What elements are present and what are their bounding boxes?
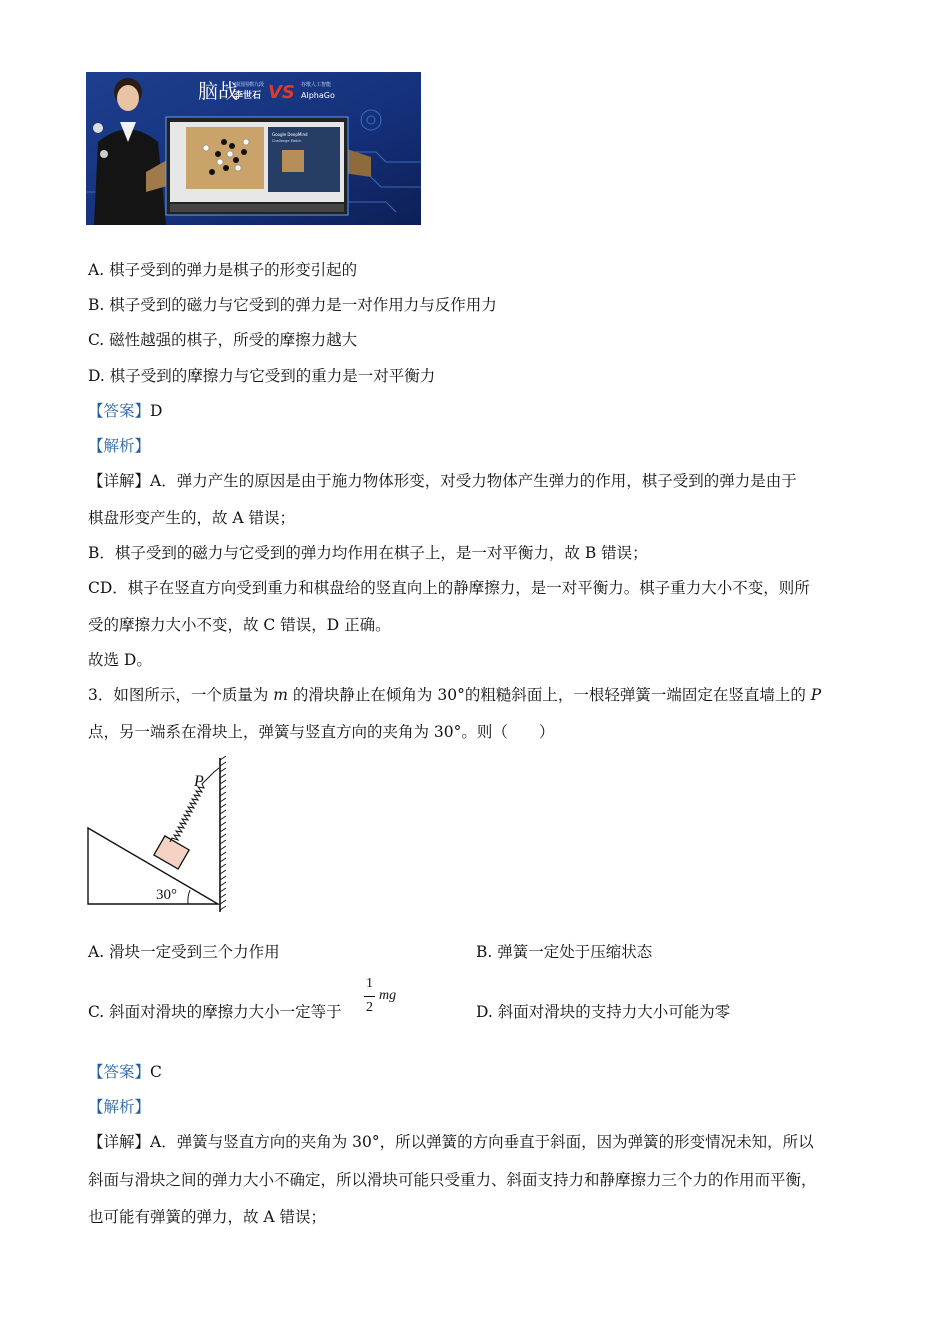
- point-p-label: P: [194, 773, 204, 790]
- point-symbol: P: [810, 686, 822, 704]
- detail-tag: 【详解】: [88, 1133, 151, 1151]
- wall-hatching: [220, 756, 226, 910]
- q3-option-b: [476, 942, 652, 962]
- q2-option-a: [88, 260, 357, 280]
- q3-option-d: [476, 1002, 730, 1022]
- q3-detail-line-3: [88, 1207, 326, 1227]
- detail-text: 棋盘形变产生的，故 A 错误；: [88, 509, 296, 527]
- fraction-numerator: 1: [366, 976, 373, 991]
- fraction-bar: [364, 996, 375, 997]
- option-text: 滑块一定受到三个力作用: [109, 943, 280, 961]
- q2-detail-line-2: [88, 508, 295, 528]
- option-letter: D.: [88, 367, 105, 385]
- option-text: 弹簧一定处于压缩状态: [497, 943, 653, 961]
- option-letter: A.: [88, 943, 105, 961]
- answer-value: D: [150, 402, 163, 420]
- alphago-match-image: [86, 72, 421, 225]
- svg-text:Challenge Match: Challenge Match: [272, 139, 302, 143]
- q2-detail-line-4: [88, 578, 810, 598]
- svg-text:Google DeepMind: Google DeepMind: [272, 132, 308, 137]
- svg-text:脑战: 脑战: [198, 79, 238, 103]
- fraction-denominator: 2: [366, 1000, 373, 1015]
- q2-option-d: [88, 366, 435, 386]
- q3-detail-line-2: [88, 1170, 817, 1190]
- answer-tag: 【答案】: [88, 1063, 151, 1081]
- option-letter: A.: [88, 261, 105, 279]
- q3-stem-line-1: [88, 685, 821, 705]
- option-text: 棋子受到的摩擦力与它受到的重力是一对平衡力: [109, 367, 436, 385]
- option-text: 棋子受到的弹力是棋子的形变引起的: [109, 261, 358, 279]
- mass-symbol: m: [273, 686, 288, 704]
- svg-text:VS: VS: [268, 82, 295, 103]
- stem-text: 3．如图所示，一个质量为: [88, 686, 274, 704]
- q2-answer: [88, 401, 162, 421]
- option-text: 棋子受到的磁力与它受到的弹力是一对作用力与反作用力: [109, 296, 497, 314]
- q2-analysis: [88, 436, 150, 456]
- q2-detail-line-3: [88, 543, 648, 563]
- svg-text:李世石: 李世石: [234, 91, 262, 101]
- q3-option-c: [88, 1002, 342, 1022]
- q3-stem-line-2: [88, 722, 554, 742]
- svg-text:韩国围棋九段: 韩国围棋九段: [234, 82, 265, 88]
- fraction-tail: mg: [379, 988, 397, 1003]
- option-letter: B.: [476, 943, 493, 961]
- detail-text: B．棋子受到的磁力与它受到的弹力均作用在棋子上，是一对平衡力，故 B 错误；: [88, 544, 648, 562]
- q2-detail-line-1: [88, 471, 797, 491]
- q2-option-c: [88, 330, 357, 350]
- incline-triangle: [88, 828, 218, 904]
- q2-detail-line-6: [88, 650, 152, 670]
- analysis-tag: 【解析】: [88, 437, 151, 455]
- stem-text: 点，另一端系在滑块上，弹簧与竖直方向的夹角为 30°。则（ ）: [88, 723, 555, 741]
- answer-value: C: [150, 1063, 162, 1081]
- detail-text: 也可能有弹簧的弹力，故 A 错误；: [88, 1208, 327, 1226]
- angle-arc: [188, 890, 190, 904]
- answer-tag: 【答案】: [88, 402, 151, 420]
- q2-detail-line-5: [88, 615, 391, 635]
- slider-block: [154, 836, 189, 869]
- detail-tag: 【详解】: [88, 472, 151, 490]
- option-letter: B.: [88, 296, 105, 314]
- detail-text: A．弹簧与竖直方向的夹角为 30°，所以弹簧的方向垂直于斜面，因为弹簧的形变情况未知，所以: [150, 1133, 814, 1151]
- detail-text: A．弹力产生的原因是由于施力物体形变，对受力物体产生弹力的作用，棋子受到的弹力是由于: [150, 472, 797, 490]
- detail-text: CD．棋子在竖直方向受到重力和棋盘给的竖直向上的静摩擦力，是一对平衡力。棋子重力大小不变，则所: [88, 579, 810, 597]
- option-text: 磁性越强的棋子，所受的摩擦力越大: [109, 331, 358, 349]
- svg-text:AlphaGo: AlphaGo: [301, 91, 335, 100]
- option-letter: C.: [88, 331, 105, 349]
- incline-spring-figure: [86, 756, 236, 916]
- svg-text:谷歌人工智能: 谷歌人工智能: [301, 82, 332, 88]
- option-text: 斜面对滑块的摩擦力大小一定等于: [109, 1003, 342, 1021]
- detail-text: 故选 D。: [88, 651, 152, 669]
- stem-text: 的滑块静止在倾角为 30°的粗糙斜面上，一根轻弹簧一端固定在竖直墙上的: [288, 686, 811, 704]
- option-letter: D.: [476, 1003, 493, 1021]
- q3-analysis: [88, 1097, 150, 1117]
- q3-detail-line-1: [88, 1132, 814, 1152]
- angle-label: 30°: [156, 887, 177, 903]
- q2-option-b: [88, 295, 497, 315]
- detail-text: 受的摩擦力大小不变，故 C 错误，D 正确。: [88, 616, 391, 634]
- q3-answer: [88, 1062, 162, 1082]
- analysis-tag: 【解析】: [88, 1098, 151, 1116]
- option-letter: C.: [88, 1003, 105, 1021]
- option-text: 斜面对滑块的支持力大小可能为零: [497, 1003, 731, 1021]
- q3-option-a: [88, 942, 280, 962]
- detail-text: 斜面与滑块之间的弹力大小不确定，所以滑块可能只受重力、斜面支持力和静摩擦力三个力的作用而平衡，: [88, 1171, 817, 1189]
